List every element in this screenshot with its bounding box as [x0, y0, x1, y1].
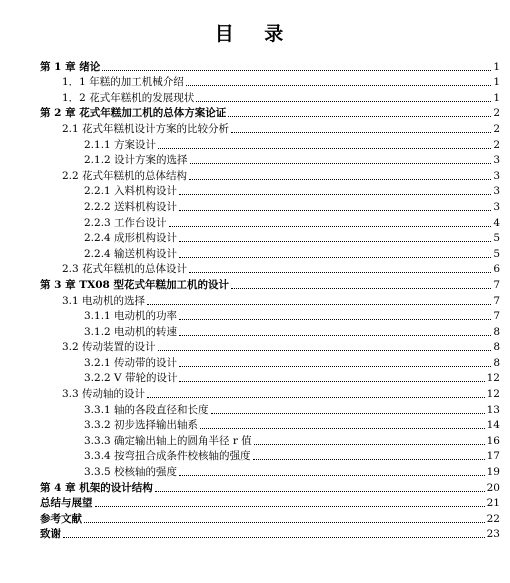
toc-entry[interactable] [40, 136, 500, 152]
toc-entry-label: 3.2 传动装置的设计 [62, 341, 156, 354]
toc-leader-dots [254, 443, 485, 445]
toc-entry[interactable] [40, 230, 500, 246]
toc-entry-page-number: 3 [493, 154, 500, 167]
toc-entry[interactable] [40, 526, 500, 542]
toc-entry[interactable] [40, 152, 500, 168]
toc-entry-page-number: 19 [486, 466, 500, 479]
toc-entry[interactable] [40, 183, 500, 199]
toc-leader-dots [102, 69, 491, 71]
toc-entry-page-number: 3 [493, 200, 500, 213]
toc-entry[interactable] [40, 448, 500, 464]
toc-leader-dots [179, 334, 491, 336]
toc-entry[interactable] [40, 89, 500, 105]
toc-leader-dots [179, 193, 491, 195]
toc-entry-page-number: 5 [493, 232, 500, 245]
toc-entry-label: 2.2.3 工作台设计 [84, 216, 167, 229]
toc-entry-label: 3.3.1 轴的各段直径和长度 [84, 403, 209, 416]
toc-entry[interactable] [40, 323, 500, 339]
toc-entry-page-number: 7 [493, 310, 500, 323]
toc-entry-page-number: 14 [486, 419, 500, 432]
toc-leader-dots [158, 349, 492, 351]
toc-entry[interactable] [40, 292, 500, 308]
toc-entry[interactable] [40, 276, 500, 292]
toc-entry[interactable] [40, 58, 500, 74]
toc-leader-dots [200, 427, 485, 429]
toc-entry-label: 3.3.4 按弯扭合成条件校核轴的强度 [84, 450, 251, 463]
toc-leader-dots [179, 474, 485, 476]
toc-entry-page-number: 7 [493, 294, 500, 307]
toc-entry-label: 1．1 年糕的加工机械介绍 [62, 76, 184, 89]
toc-leader-dots [63, 536, 485, 538]
toc-entry-label: 3.3.2 初步选择输出轴系 [84, 419, 199, 432]
toc-entry-label: 第 4 章 机架的设计结构 [40, 481, 153, 494]
toc-leader-dots [84, 521, 485, 523]
toc-entry-page-number: 16 [486, 434, 500, 447]
toc-leader-dots [155, 490, 485, 492]
toc-entry[interactable] [40, 339, 500, 355]
toc-entry-label: 第 1 章 绪论 [40, 60, 101, 73]
toc-entry-page-number: 7 [493, 278, 500, 291]
toc-entry-label: 2.2.1 入料机构设计 [84, 185, 178, 198]
toc-entry-label: 3.2.2 V 带轮的设计 [84, 372, 178, 385]
toc-entry[interactable] [40, 463, 500, 479]
toc-entry[interactable] [40, 510, 500, 526]
toc-leader-dots [228, 115, 491, 117]
toc-entry-page-number: 12 [486, 372, 500, 385]
toc-leader-dots [186, 84, 492, 86]
toc-leader-dots [95, 505, 485, 507]
toc-leader-dots [231, 287, 491, 289]
toc-leader-dots [190, 162, 492, 164]
toc-entry-label: 2.1.1 方案设计 [84, 138, 157, 151]
toc-entry-page-number: 2 [493, 138, 500, 151]
toc-leader-dots [179, 380, 484, 382]
toc-entry[interactable] [40, 245, 500, 261]
toc-entry[interactable] [40, 261, 500, 277]
toc-entry[interactable] [40, 354, 500, 370]
toc-entry-page-number: 1 [493, 91, 500, 104]
toc-leader-dots [147, 303, 491, 305]
toc-entry-label: 3.2.1 传动带的设计 [84, 356, 178, 369]
toc-leader-dots [158, 147, 491, 149]
toc-leader-dots [189, 178, 491, 180]
toc-leader-dots [179, 318, 491, 320]
toc-entry-page-number: 3 [493, 169, 500, 182]
toc-entry-page-number: 21 [486, 497, 500, 510]
toc-entry[interactable] [40, 308, 500, 324]
toc-entry-page-number: 17 [486, 450, 500, 463]
toc-entry-page-number: 22 [486, 512, 500, 525]
toc-entry[interactable] [40, 495, 500, 511]
toc-entry-label: 2.2 花式年糕机的总体结构 [62, 169, 188, 182]
toc-leader-dots [253, 458, 485, 460]
page-title: 目 录 [214, 23, 296, 45]
toc-entry-label: 致谢 [40, 528, 61, 541]
toc-entry-page-number: 4 [493, 216, 500, 229]
toc-entry-label: 3.3.5 校核轴的强度 [84, 466, 178, 479]
toc-entry-label: 1．2 花式年糕机的发展现状 [62, 91, 195, 104]
toc-leader-dots [147, 396, 485, 398]
toc-entry-label: 参考文献 [40, 512, 82, 525]
toc-entry[interactable] [40, 214, 500, 230]
toc-entry-label: 第 3 章 TX08 型花式年糕加工机的设计 [40, 278, 229, 291]
toc-entry-page-number: 12 [486, 388, 500, 401]
toc-entry-label: 2.3 花式年糕机的总体设计 [62, 263, 188, 276]
toc-entry-label: 2.1 花式年糕机设计方案的比较分析 [62, 122, 230, 135]
toc-entry[interactable] [40, 479, 500, 495]
table-of-contents [40, 58, 500, 541]
toc-entry[interactable] [40, 401, 500, 417]
toc-entry-label: 3.3 传动轴的设计 [62, 388, 146, 401]
toc-entry[interactable] [40, 198, 500, 214]
toc-entry-page-number: 5 [493, 247, 500, 260]
toc-leader-dots [231, 131, 491, 133]
toc-leader-dots [189, 271, 491, 273]
toc-entry-page-number: 8 [493, 341, 500, 354]
toc-entry[interactable] [40, 370, 500, 386]
toc-leader-dots [179, 256, 491, 258]
toc-entry-label: 3.1.1 电动机的功率 [84, 310, 178, 323]
toc-entry[interactable] [40, 417, 500, 433]
toc-leader-dots [169, 225, 492, 227]
toc-entry-label: 2.1.2 设计方案的选择 [84, 154, 188, 167]
toc-entry-label: 3.1 电动机的选择 [62, 294, 146, 307]
toc-entry-page-number: 8 [493, 325, 500, 338]
toc-entry-label: 3.3.3 确定输出轴上的圆角半径 r 值 [84, 434, 252, 447]
toc-leader-dots [196, 100, 491, 102]
toc-entry-page-number: 2 [493, 122, 500, 135]
toc-entry-label: 第 2 章 花式年糕加工机的总体方案论证 [40, 107, 227, 120]
toc-entry[interactable] [40, 120, 500, 136]
toc-entry-page-number: 3 [493, 185, 500, 198]
toc-entry-label: 3.1.2 电动机的转速 [84, 325, 178, 338]
toc-entry[interactable] [40, 105, 500, 121]
toc-leader-dots [179, 209, 491, 211]
toc-entry[interactable] [40, 74, 500, 90]
toc-entry-page-number: 1 [493, 60, 500, 73]
toc-entry-page-number: 1 [493, 76, 500, 89]
toc-entry-page-number: 20 [486, 481, 500, 494]
toc-entry-page-number: 13 [486, 403, 500, 416]
toc-entry-label: 总结与展望 [40, 497, 93, 510]
toc-entry-label: 2.2.2 送料机构设计 [84, 200, 178, 213]
toc-entry-page-number: 8 [493, 356, 500, 369]
toc-leader-dots [179, 240, 491, 242]
toc-entry-page-number: 6 [493, 263, 500, 276]
toc-entry-page-number: 2 [493, 107, 500, 120]
toc-leader-dots [179, 365, 491, 367]
toc-entry-label: 2.2.4 输送机构设计 [84, 247, 178, 260]
toc-entry[interactable] [40, 432, 500, 448]
toc-entry-page-number: 23 [486, 528, 500, 541]
toc-entry-label: 2.2.4 成形机构设计 [84, 232, 178, 245]
toc-entry[interactable] [40, 385, 500, 401]
toc-entry[interactable] [40, 167, 500, 183]
toc-leader-dots [211, 412, 485, 414]
